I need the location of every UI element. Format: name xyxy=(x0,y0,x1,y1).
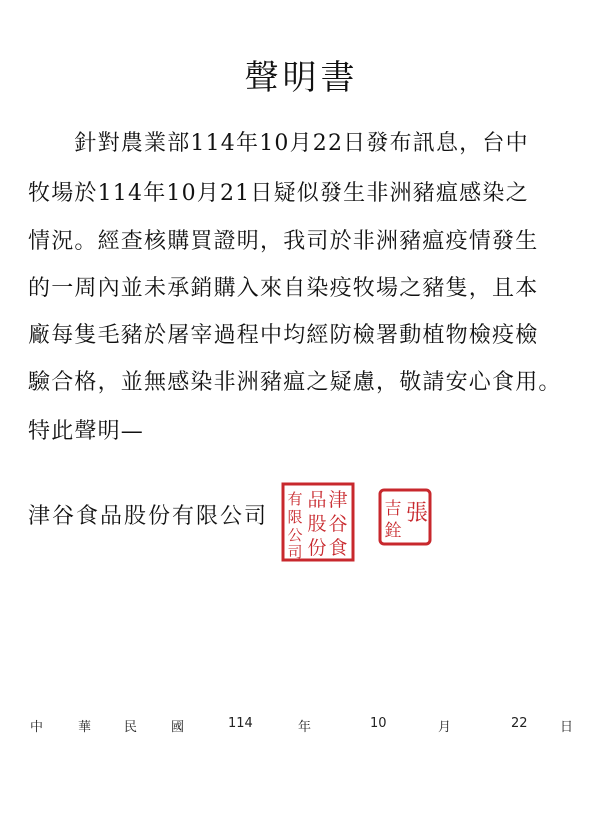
body-line-1: 針對農業部114年10月22日發布訊息，台中 xyxy=(28,131,529,156)
svg-text:吉: 吉 xyxy=(384,499,402,519)
svg-text:限: 限 xyxy=(287,508,303,526)
date-day-unit: 日 xyxy=(560,720,574,735)
svg-text:津: 津 xyxy=(328,489,348,511)
date-line xyxy=(0,716,603,736)
date-year: 114 xyxy=(228,716,253,731)
svg-text:股: 股 xyxy=(307,513,327,535)
svg-text:司: 司 xyxy=(287,543,303,561)
date-year-unit: 年 xyxy=(298,720,312,735)
svg-text:公: 公 xyxy=(287,526,303,544)
svg-text:份: 份 xyxy=(307,537,327,559)
document-title: 聲明書 xyxy=(244,58,359,98)
closing-statement: 特此聲明— xyxy=(28,419,145,444)
date-era-char-3: 民 xyxy=(124,720,138,735)
svg-text:品: 品 xyxy=(307,489,327,511)
body-line-5: 廠每隻毛豬於屠宰過程中均經防檢署動植物檢疫檢 xyxy=(28,323,539,348)
body-line-4: 的一周內並未承銷購入來自染疫牧場之豬隻，且本 xyxy=(28,276,539,301)
svg-text:銓: 銓 xyxy=(384,521,402,541)
date-era-char-1: 中 xyxy=(30,720,44,735)
date-month: 10 xyxy=(370,716,387,731)
representative-seal xyxy=(378,488,432,546)
svg-text:谷: 谷 xyxy=(328,513,348,535)
body-line-3: 情況。經查核購買證明，我司於非洲豬瘟疫情發生 xyxy=(28,229,539,254)
date-month-unit: 月 xyxy=(438,720,452,735)
body-line-2: 牧場於114年10月21日疑似發生非洲豬瘟感染之 xyxy=(28,181,529,206)
svg-text:張: 張 xyxy=(405,501,429,526)
date-era-char-2: 華 xyxy=(78,720,92,735)
date-day: 22 xyxy=(511,716,528,731)
date-era-char-4: 國 xyxy=(171,720,185,735)
body-line-6: 驗合格，並無感染非洲豬瘟之疑慮，敬請安心食用。 xyxy=(28,370,562,395)
svg-text:有: 有 xyxy=(287,490,303,508)
svg-text:食: 食 xyxy=(328,537,348,559)
company-name: 津谷食品股份有限公司 xyxy=(28,504,269,529)
company-seal xyxy=(281,482,355,562)
